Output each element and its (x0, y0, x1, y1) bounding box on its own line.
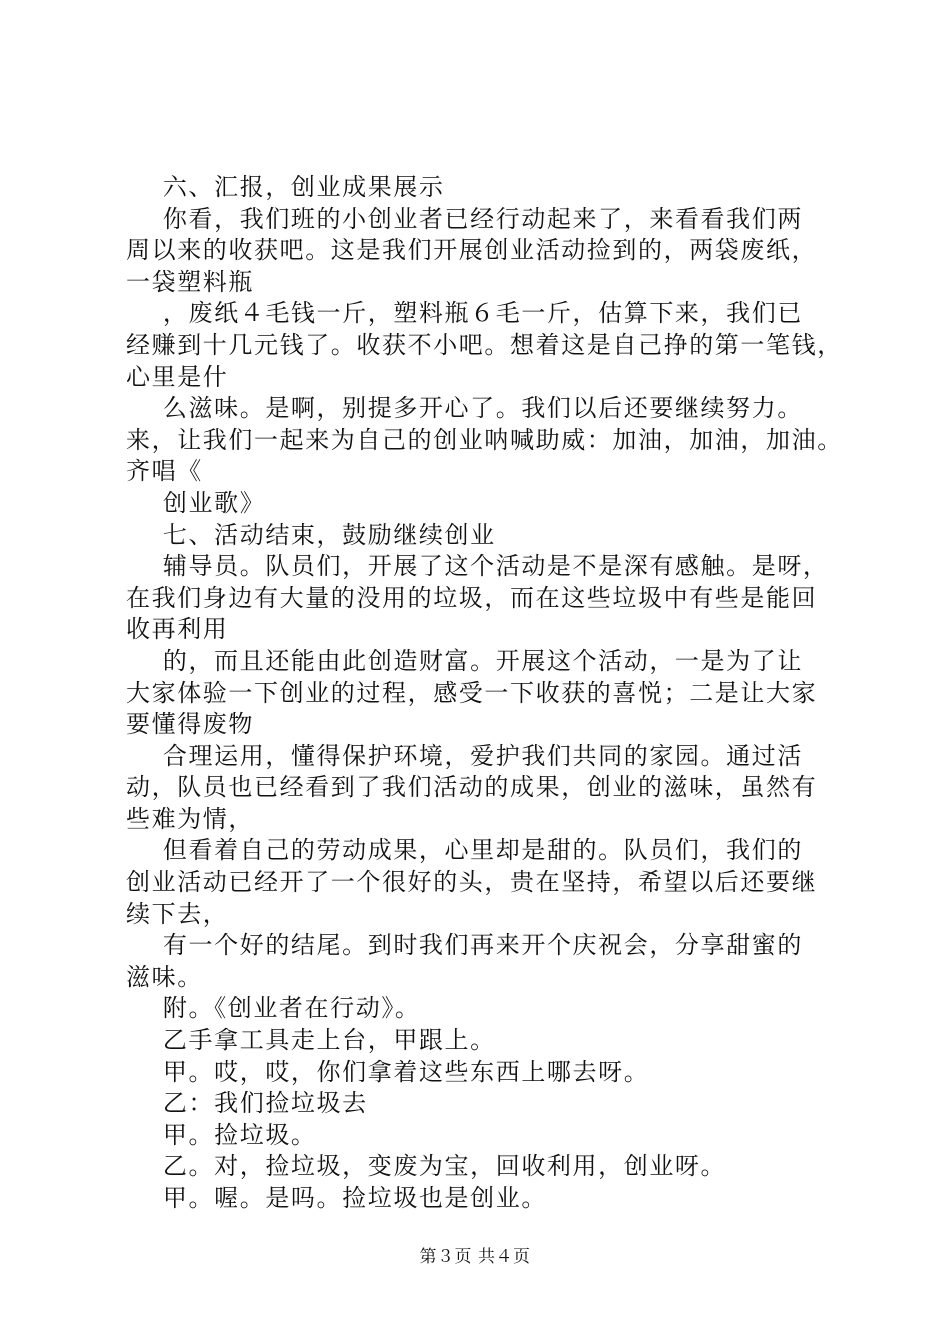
text-line: 心里是什 (126, 362, 229, 391)
text-line: 七、活动结束，鼓励继续创业 (126, 520, 496, 549)
document-body (126, 172, 846, 1215)
text-line: 动，队员也已经看到了我们活动的成果，创业的滋味，虽然有 (126, 773, 818, 802)
text-line: 些难为情， (126, 804, 254, 833)
text-line: 续下去， (126, 899, 229, 928)
text-line: 创业歌》 (126, 488, 266, 517)
text-line: 合理运用，懂得保护环境，爱护我们共同的家园。通过活 (126, 741, 803, 770)
page-footer: 第３页 共４页 (419, 1247, 531, 1267)
text-line: 么滋味。是啊，别提多开心了。我们以后还要继续努力。 (126, 394, 803, 423)
text-line: 大家体验一下创业的过程，感受一下收获的喜悦；二是让大家 (126, 678, 818, 707)
text-line: 有一个好的结尾。到时我们再来开个庆祝会，分享甜蜜的 (126, 931, 803, 960)
text-line: 六、汇报，创业成果展示 (126, 173, 445, 201)
text-line: 甲。喔。是吗。捡垃圾也是创业。 (126, 1184, 547, 1212)
text-line: 滋味。 (126, 962, 203, 991)
text-line: ，废纸４毛钱一斤，塑料瓶６毛一斤，估算下来，我们已 (126, 299, 803, 328)
text-line: 一袋塑料瓶 (126, 267, 254, 296)
text-line: 甲。捡垃圾。 (126, 1120, 317, 1149)
text-line: 要懂得废物 (126, 710, 254, 739)
text-line: 周以来的收获吧。这是我们开展创业活动捡到的，两袋废纸， (126, 236, 818, 265)
text-line: 乙：我们捡垃圾去 (126, 1089, 368, 1118)
text-line: 收再利用 (126, 615, 229, 644)
text-line: 附。《创业者在行动》。 (126, 994, 421, 1023)
text-line: 甲。哎，哎，你们拿着这些东西上哪去呀。 (126, 1057, 650, 1086)
text-line: 创业活动已经开了一个很好的头，贵在坚持，希望以后还要继 (126, 868, 818, 897)
text-line: 但看着自己的劳动成果，心里却是甜的。队员们，我们的 (126, 836, 803, 865)
text-line: 的，而且还能由此创造财富。开展这个活动，一是为了让 (126, 646, 803, 675)
text-line: 辅导员。队员们，开展了这个活动是不是深有感触。是呀， (126, 552, 829, 581)
text-line: 齐唱《 (126, 457, 203, 486)
text-line: 乙。对，捡垃圾，变废为宝，回收利用，创业呀。 (126, 1152, 727, 1181)
text-line: 乙手拿工具走上台，甲跟上。 (126, 1026, 496, 1055)
text-line: 来，让我们一起来为自己的创业呐喊助威：加油，加油，加油。 (126, 425, 843, 454)
text-line: 在我们身边有大量的没用的垃圾，而在这些垃圾中有些是能回 (126, 583, 818, 612)
text-line: 经赚到十几元钱了。收获不小吧。想着这是自己挣的第一笔钱， (126, 330, 843, 359)
text-line: 你看，我们班的小创业者已经行动起来了，来看看我们两 (126, 204, 803, 233)
